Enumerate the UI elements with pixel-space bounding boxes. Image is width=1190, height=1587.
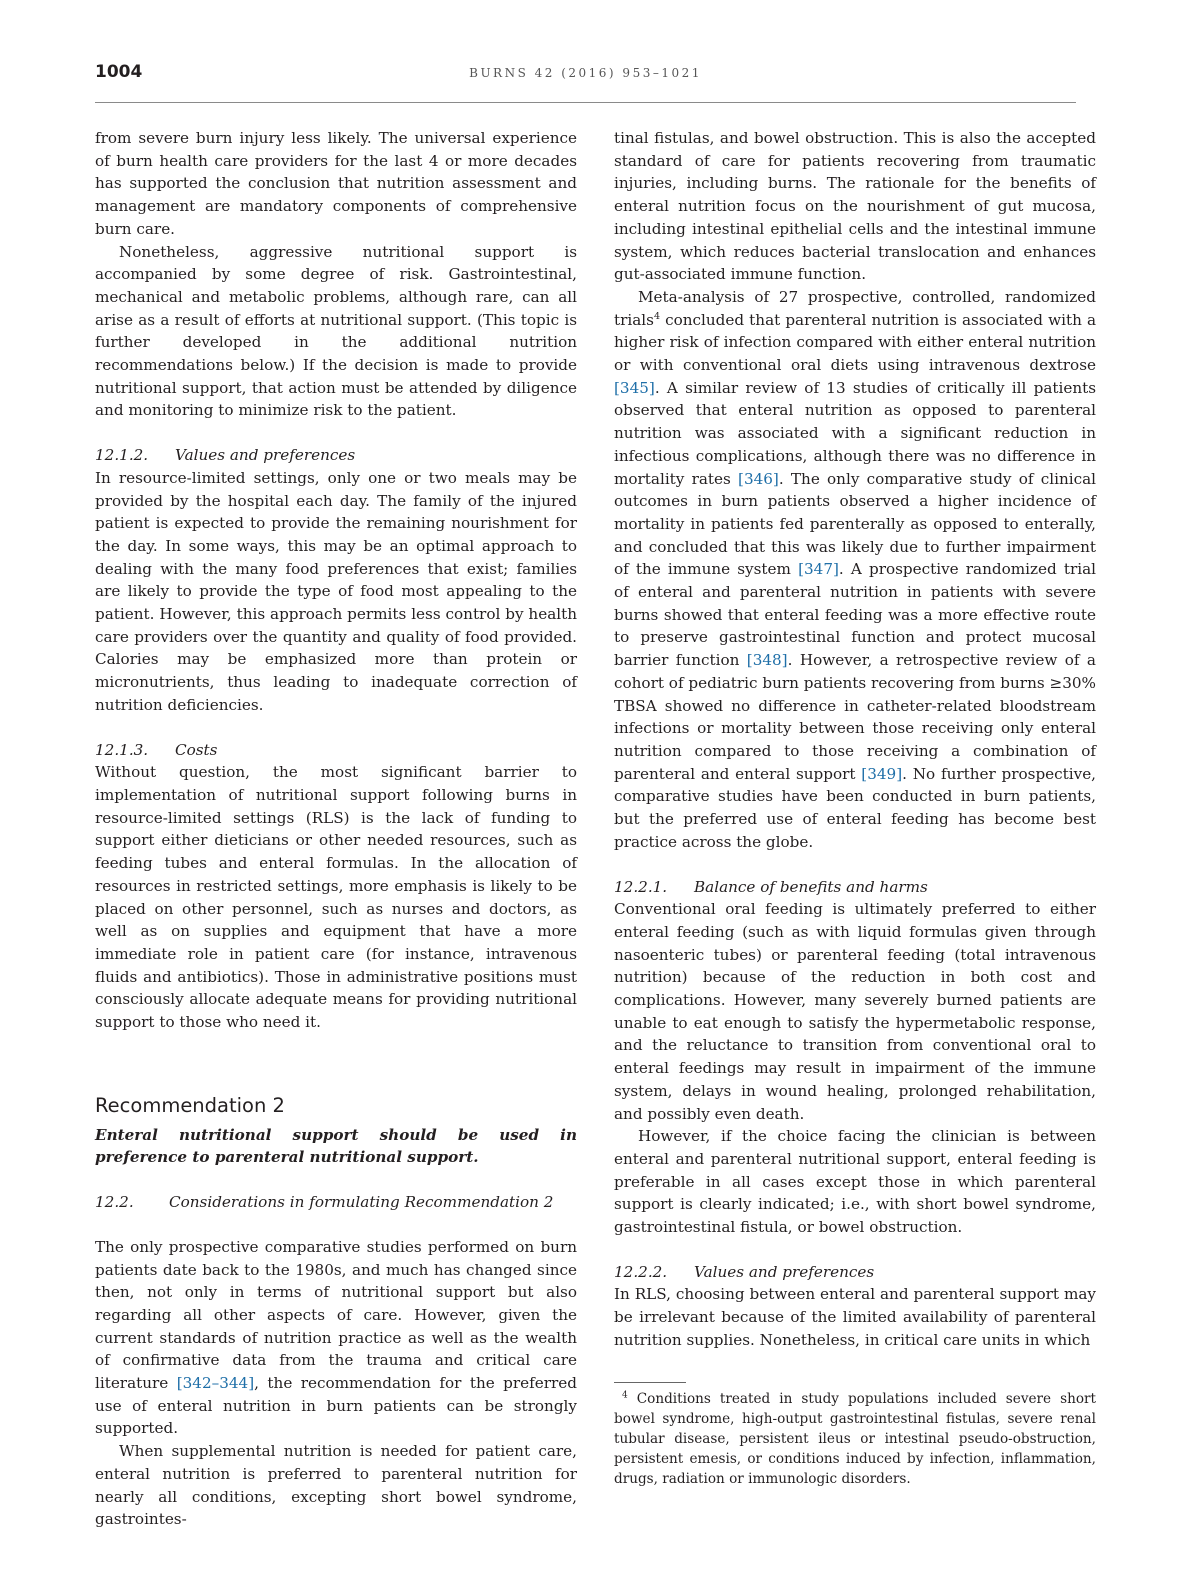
section-number: 12.1.2. bbox=[95, 446, 149, 465]
paragraph: Conventional oral feeding is ultimately preferred to either enteral feeding (such as with liquid formulas given through nasoenteric tubes) or parenteral feeding (total intravenous nutrition) because of the reduction in both cost and complications. However, many severely burned patients are unable to eat enough to satisfy the hypermetabolic response, and the reluctance to transition from conventional oral to enteral feedings may result in impairment of the immune system, delays in wound healing, prolonged rehabilitation, and possibly even death. bbox=[614, 900, 1096, 1123]
paragraph: from severe burn injury less likely. The universal experience of burn health care providers for the last 4 or more decades has supported the conclusion that nutrition assessment and management are mandatory components of comprehensive burn care. bbox=[95, 129, 577, 238]
section-title: Considerations in formulating Recommendation 2 bbox=[169, 1193, 554, 1212]
recommendation-text: Enteral nutritional support should be used in preference to parenteral nutritional support. bbox=[95, 1125, 577, 1167]
section-heading bbox=[614, 1261, 1096, 1284]
footnote bbox=[614, 1389, 1096, 1489]
section-title: Values and preferences bbox=[694, 1262, 875, 1281]
text-run: . A prospective randomized trial of enteral and parenteral nutrition in patients with severe burns showed that enteral feeding was a more effective route to preserve gastrointestinal function and protect mucosal barrier function bbox=[614, 560, 1096, 670]
paragraph: Nonetheless, aggressive nutritional support is accompanied by some degree of risk. Gastrointestinal, mechanical and metabolic problems, although rare, can all arise as a result of efforts at nutritional support. (This topic is further developed in the additional nutrition recommendations below.) If the decision is made to provide nutritional support, that action must be attended by diligence and monitoring to minimize risk to the patient. bbox=[95, 242, 577, 420]
text-run: . The only comparative study of clinical outcomes in burn patients observed a higher incidence of mortality in patients fed parenterally as opposed to enterally, and concluded that this was likely due to further impairment of the immune system bbox=[614, 469, 1096, 579]
citation-link[interactable]: [349] bbox=[861, 764, 903, 783]
citation-link[interactable]: [342–344] bbox=[176, 1374, 255, 1393]
text-run: concluded that parenteral nutrition is associated with a higher risk of infection compared with either enteral nutrition or with conventional oral diets using intravenous dextrose bbox=[614, 310, 1096, 375]
citation-link[interactable]: [346] bbox=[738, 469, 779, 488]
section-heading bbox=[95, 739, 577, 762]
citation-link[interactable]: [348] bbox=[746, 651, 788, 670]
footnote-marker[interactable]: 4 bbox=[653, 310, 660, 322]
footnote-text: Conditions treated in study populations included severe short bowel syndrome, high-output gastrointestinal fistulas, severe renal tubular disease, persistent ileus or intestinal pseudo-obstruction, persistent emesis, or conditions induced by infection, inflammation, drugs, radiation or immunologic disorders. bbox=[614, 1391, 1096, 1487]
journal-citation: BURNS 42 (2016) 953–1021 bbox=[469, 66, 702, 80]
text-run: Meta-analysis of 27 prospective, controlled, randomized trials bbox=[614, 287, 1096, 329]
paragraph: In resource-limited settings, only one or two meals may be provided by the hospital each day. The family of the injured patient is expected to provide the remaining nourishment for the day. In some ways, this may be an optimal approach to dealing with the many food preferences that exist; families are likely to provide the type of food most appealing to the patient. However, this approach permits less control by health care providers over the quantity and quality of food provided. Calories may be emphasized more than protein or micronutrients, thus leading to inadequate correction of nutrition deficiencies. bbox=[95, 468, 577, 714]
right-column bbox=[614, 127, 1096, 1352]
running-header bbox=[95, 58, 1076, 103]
paragraph bbox=[614, 286, 1096, 854]
section-heading bbox=[95, 444, 577, 467]
footnote-number: 4 bbox=[622, 1390, 628, 1401]
section-number: 12.1.3. bbox=[95, 740, 149, 759]
paragraph bbox=[95, 1236, 577, 1440]
section-title: Costs bbox=[175, 740, 218, 759]
paragraph: However, if the choice facing the clinician is between enteral and parenteral nutritional support, enteral feeding is preferable in all cases except those in which parenteral support is clearly indicated; i.e., with short bowel syndrome, gastrointestinal fistula, or bowel obstruction. bbox=[614, 1127, 1096, 1237]
section-heading bbox=[95, 1191, 577, 1214]
section-heading bbox=[614, 876, 1096, 899]
paragraph: In RLS, choosing between enteral and parenteral support may be irrelevant because of the limited availability of parenteral nutrition supplies. Nonetheless, in critical care units in which bbox=[614, 1285, 1096, 1349]
recommendation-title: Recommendation 2 bbox=[95, 1093, 285, 1117]
section-title: Values and preferences bbox=[175, 446, 356, 465]
paragraph: Without question, the most significant barrier to implementation of nutritional support following burns in resource-limited settings (RLS) is the lack of funding to support either dieticians or other needed resources, such as feeding tubes and enteral formulas. In the allocation of resources in restricted settings, more emphasis is likely to be placed on other personnel, such as nurses and doctors, as well as on supplies and equipment that have a more immediate role in patient care (for instance, intravenous fluids and antibiotics). Those in administrative positions must consciously allocate adequate means for providing nutritional support to those who need it. bbox=[95, 763, 577, 1032]
citation-link[interactable]: [347] bbox=[798, 560, 839, 579]
section-title: Balance of benefits and harms bbox=[694, 877, 928, 896]
text-run: . However, a retrospective review of a cohort of pediatric burn patients recovering from burns ≥30% TBSA showed no difference in catheter-related bloodstream infections or mortality between those receiving only enteral nutrition compared to those receiving a combination of parenteral and enteral support bbox=[614, 651, 1096, 783]
paragraph: tinal fistulas, and bowel obstruction. This is also the accepted standard of care for patients recovering from traumatic injuries, including burns. The rationale for the benefits of enteral nutrition focus on the nourishment of gut mucosa, including intestinal epithelial cells and the intestinal immune system, which reduces bacterial translocation and enhances gut-associated immune function. bbox=[614, 129, 1096, 284]
text-run: The only prospective comparative studies performed on burn patients date back to the 1980s, and much has changed since then, not only in terms of nutritional support but also regarding all other aspects of care. However, given the current standards of nutrition practice as well as the wealth of confirmative data from the trauma and critical care literature bbox=[95, 1237, 577, 1393]
page-number: 1004 bbox=[95, 62, 143, 82]
section-number: 12.2.1. bbox=[614, 877, 668, 896]
left-column bbox=[95, 127, 577, 1531]
text-run: . A similar review of 13 studies of critically ill patients observed that enteral nutrition as opposed to parenteral nutrition was associated with a significant reduction in infectious complications, although there was no difference in mortality rates bbox=[614, 378, 1096, 488]
paragraph: When supplemental nutrition is needed for patient care, enteral nutrition is preferred to parenteral nutrition for nearly all conditions, excepting short bowel syndrome, gastrointes- bbox=[95, 1442, 577, 1529]
section-number: 12.2.2. bbox=[614, 1262, 668, 1281]
text-run: , the recommendation for the preferred use of enteral nutrition in burn patients can be strongly supported. bbox=[95, 1374, 577, 1438]
section-number: 12.2. bbox=[95, 1193, 134, 1212]
text-run: . No further prospective, comparative studies have been conducted in burn patients, but the preferred use of enteral feeding has become best practice across the globe. bbox=[614, 764, 1097, 851]
citation-link[interactable]: [345] bbox=[614, 378, 655, 397]
footnote-rule bbox=[614, 1382, 686, 1383]
